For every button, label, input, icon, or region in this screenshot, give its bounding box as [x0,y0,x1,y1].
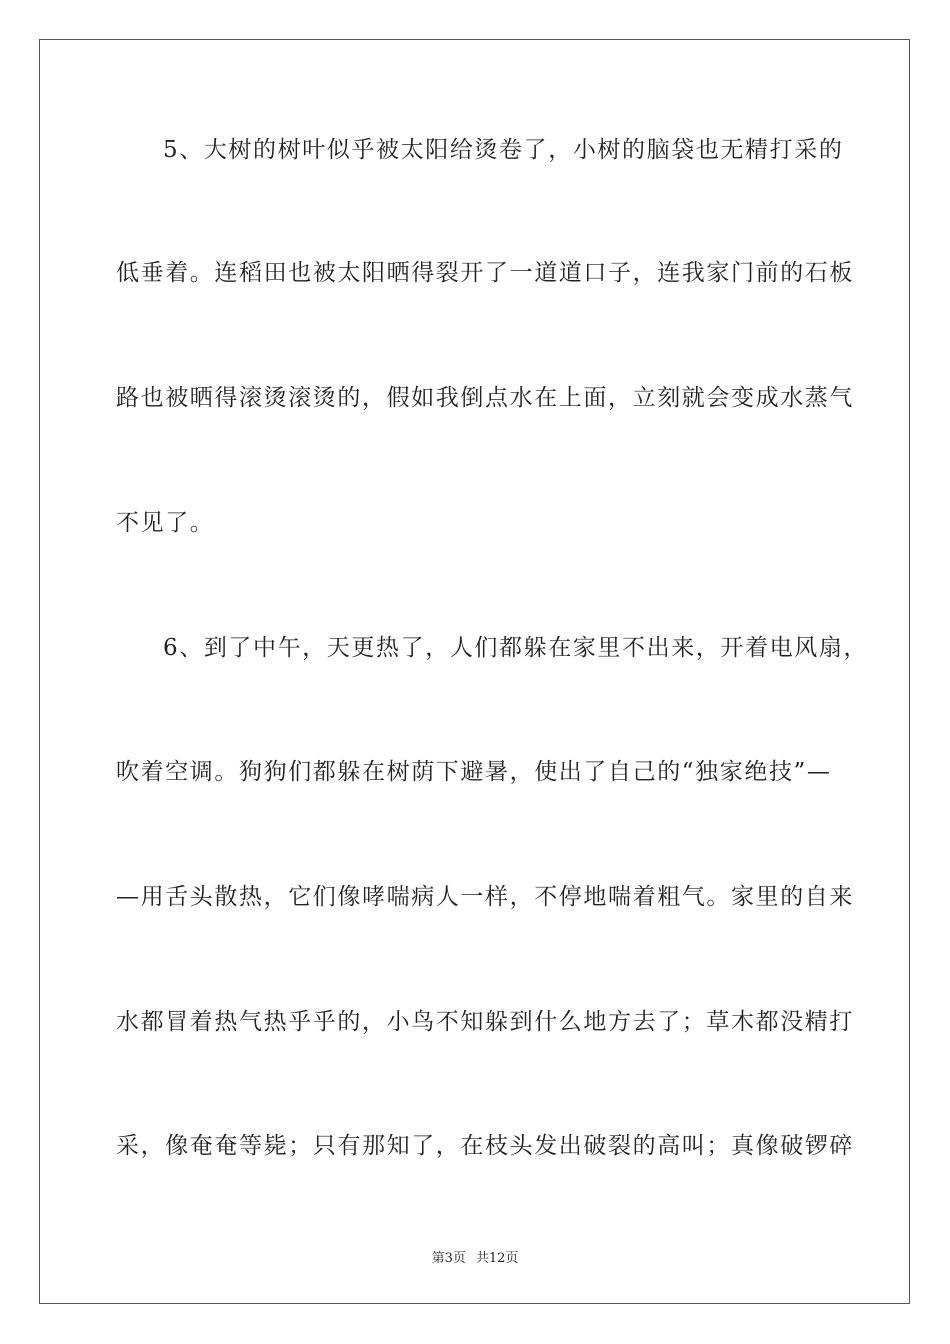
page-frame [39,39,910,1304]
paragraph-line: 不见了。 [116,510,215,536]
paragraph-line: 吹着空调。狗狗们都躲在树荫下避暑，使出了自己的“独家绝技”— [116,759,832,785]
paragraph-line: 路也被晒得滚烫滚烫的，假如我倒点水在上面，立刻就会变成水蒸气 [116,385,854,411]
page-total: 共12页 [475,1251,519,1266]
page-footer [0,1247,950,1266]
paragraph-line: 低垂着。连稻田也被太阳晒得裂开了一道道口子，连我家门前的石板 [116,260,854,286]
paragraph-line: 采，像奄奄等毙；只有那知了，在枝头发出破裂的高叫；真像破锣碎 [116,1133,854,1159]
paragraph-line: 5、大树的树叶似乎被太阳给烫卷了，小树的脑袋也无精打采的 [163,137,844,163]
paragraph-line: 水都冒着热气热乎乎的，小鸟不知躲到什么地方去了；草木都没精打 [116,1009,854,1035]
paragraph-line: 6、到了中午，天更热了，人们都躲在家里不出来，开着电风扇， [163,635,869,661]
page-number: 第3页 [431,1251,466,1266]
paragraph-line: —用舌头散热，它们像哮喘病人一样，不停地喘着粗气。家里的自来 [116,884,854,910]
